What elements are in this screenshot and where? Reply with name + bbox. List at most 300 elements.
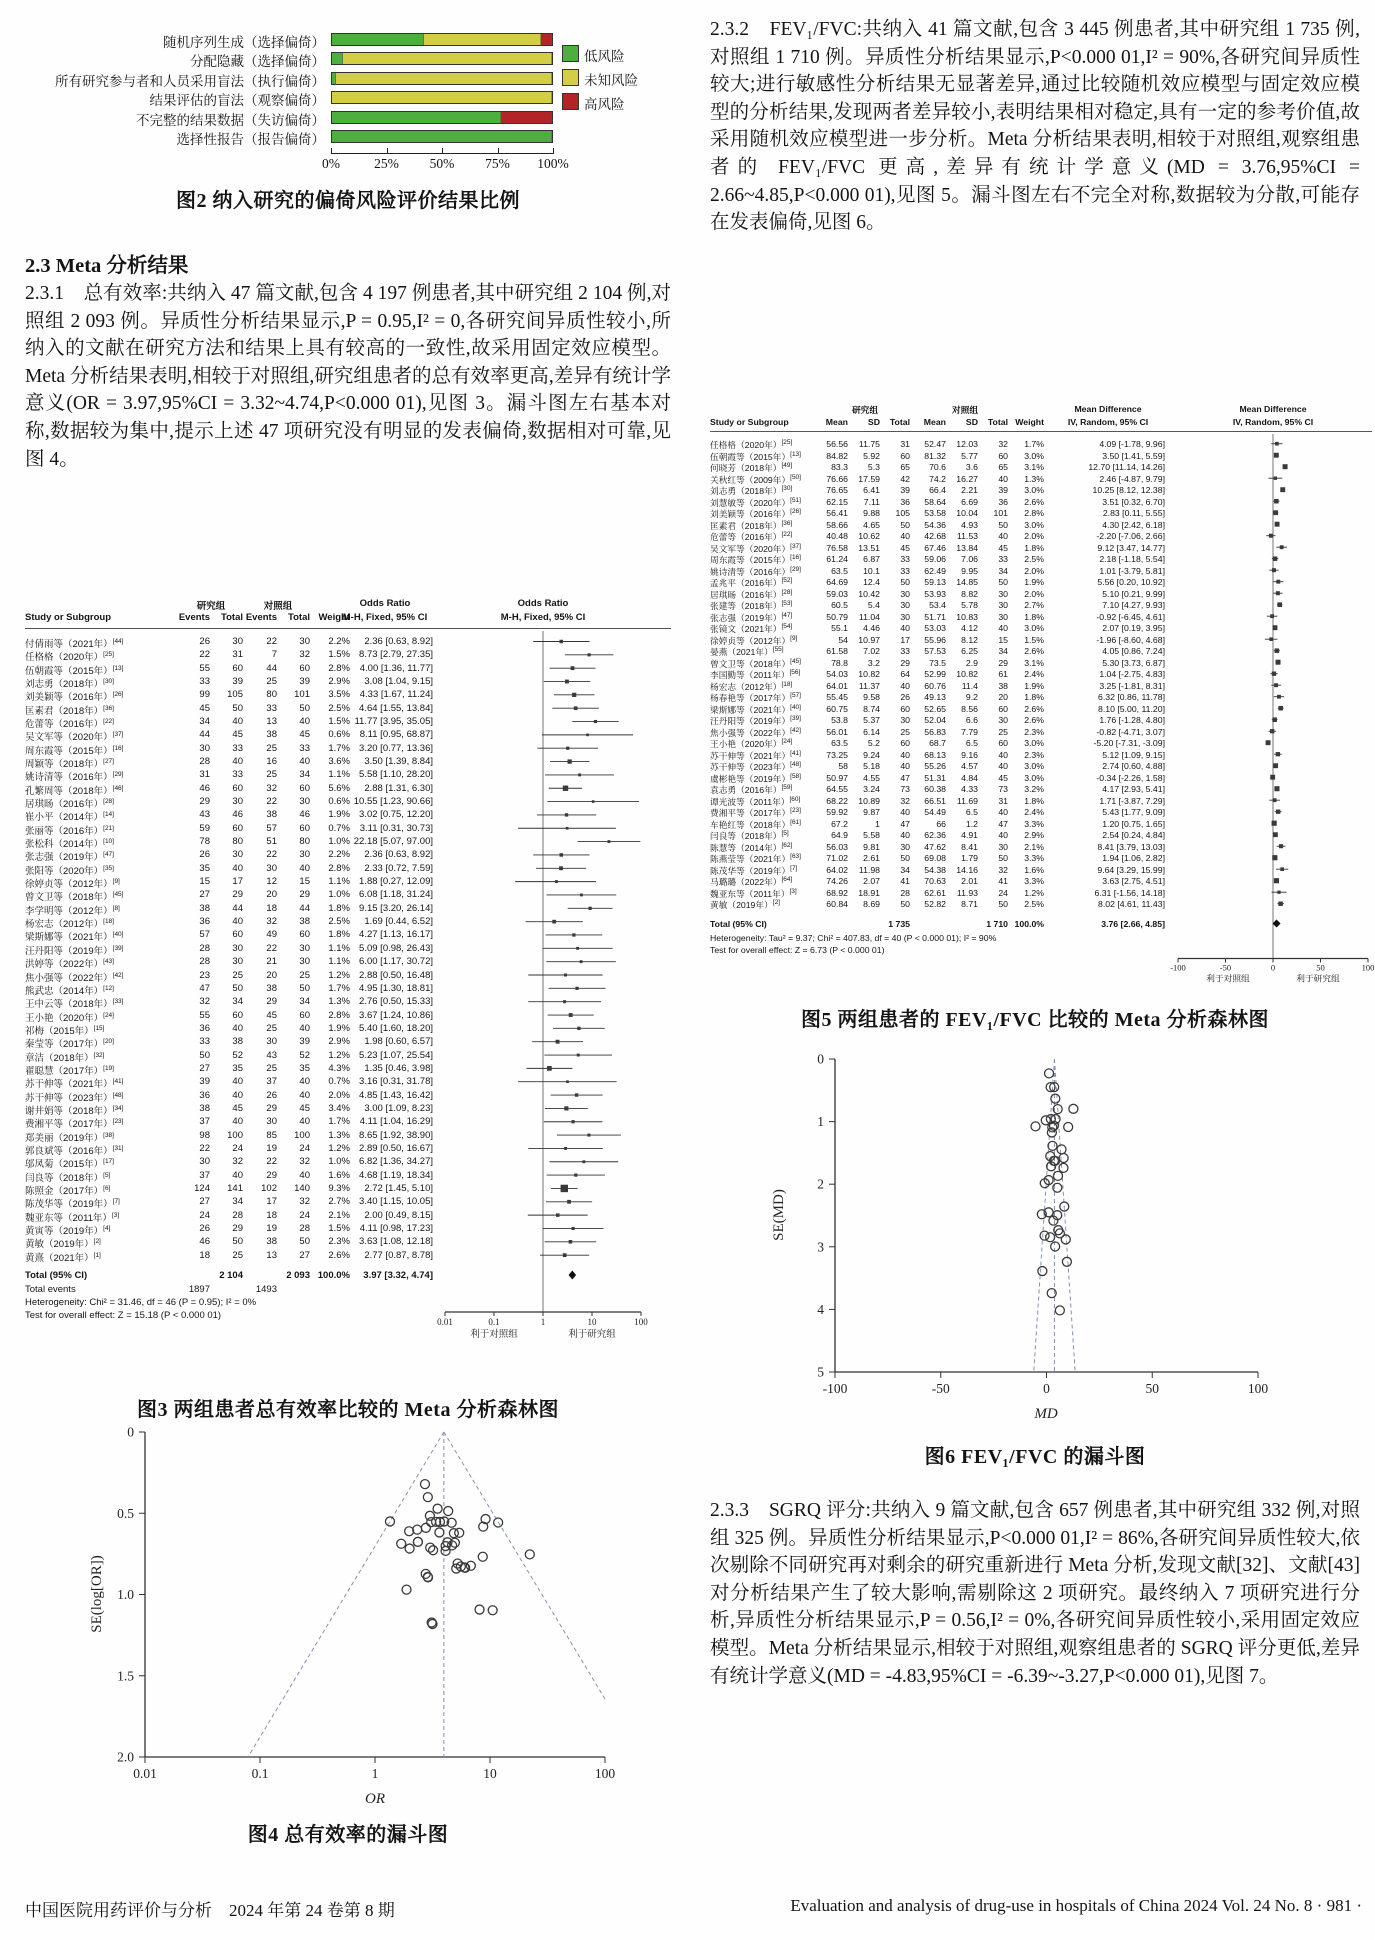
funnel-point bbox=[449, 1529, 458, 1538]
cell: 18 bbox=[266, 1209, 277, 1221]
cell: 56.83 bbox=[924, 726, 946, 737]
effect-marker bbox=[1274, 453, 1279, 458]
ci-text: 2.46 [-4.87, 9.79] bbox=[1099, 473, 1165, 484]
study-name: 匡素君（2018年）[36] bbox=[25, 704, 114, 717]
cell: 50 bbox=[232, 982, 243, 994]
cell: 12.4 bbox=[863, 577, 880, 587]
cell: 36 bbox=[998, 496, 1008, 507]
cell: 29 bbox=[299, 889, 310, 901]
x-tick-label: 100 bbox=[1247, 1381, 1269, 1396]
effect-marker bbox=[563, 786, 568, 791]
cell: 30 bbox=[900, 611, 910, 622]
cell: 29 bbox=[998, 657, 1008, 668]
cell: 28 bbox=[900, 887, 910, 898]
ci-text: 8.02 [4.61, 11.43] bbox=[1098, 899, 1165, 909]
cell: 30 bbox=[232, 636, 243, 647]
rob-bar bbox=[331, 130, 553, 143]
cell: 40 bbox=[299, 716, 310, 728]
cell: 45 bbox=[299, 729, 310, 741]
cell: 26 bbox=[266, 1089, 277, 1101]
cell: 2.0% bbox=[1024, 565, 1044, 576]
cell: 3.24 bbox=[863, 784, 880, 794]
effect-marker bbox=[582, 1160, 585, 1163]
cell: 5.18 bbox=[863, 761, 880, 771]
effect-marker bbox=[594, 720, 597, 723]
ci-text: 4.09 [-1.78, 9.96] bbox=[1099, 439, 1165, 449]
cell: 1.6% bbox=[1024, 864, 1044, 875]
cell: 3.6 bbox=[965, 462, 978, 472]
cell: 52 bbox=[232, 1049, 243, 1061]
cell: 2.5% bbox=[1024, 899, 1044, 909]
cell: 12 bbox=[266, 876, 277, 888]
citation-ref: [51] bbox=[790, 496, 801, 504]
effect-marker bbox=[566, 1080, 569, 1083]
cell: 1.5% bbox=[328, 716, 350, 728]
total-cell: 2 104 bbox=[219, 1269, 243, 1281]
cell: 1.9% bbox=[1024, 577, 1044, 587]
study-name: 王中云等（2018年）[33] bbox=[25, 998, 124, 1011]
cell: 52.82 bbox=[924, 899, 946, 909]
cell: 64.01 bbox=[826, 680, 848, 691]
cell: 40 bbox=[299, 756, 310, 768]
ci-text: 1.98 [0.60, 6.57] bbox=[364, 1036, 433, 1048]
study-name: 陈茂华等（2019年）[7] bbox=[710, 864, 798, 876]
ci-text: 3.50 [1.39, 8.84] bbox=[364, 756, 433, 768]
risk-of-bias-chart bbox=[25, 25, 671, 183]
cell: 41 bbox=[998, 876, 1008, 886]
col-header: Study or Subgroup bbox=[25, 612, 112, 623]
cell: 23 bbox=[199, 969, 210, 981]
cell: 98 bbox=[199, 1129, 210, 1141]
cell: 18 bbox=[199, 1249, 210, 1261]
study-name: 孟兆平（2016年）[52] bbox=[710, 577, 793, 588]
cell: 38 bbox=[266, 809, 277, 821]
col-header: Total bbox=[889, 417, 910, 427]
cell: 33 bbox=[199, 676, 210, 688]
cell: 38 bbox=[199, 902, 210, 914]
cell: 1.2 bbox=[965, 818, 978, 829]
ci-text: 2.33 [0.72, 7.59] bbox=[364, 862, 433, 874]
effect-marker bbox=[565, 680, 569, 684]
citation-ref: [43] bbox=[103, 958, 114, 965]
study-name: 刘志勇（2018年）[30] bbox=[710, 485, 793, 496]
study-name: 袁志勇（2016年）[59] bbox=[710, 784, 793, 795]
cell: 49.13 bbox=[924, 692, 946, 702]
section-heading: 2.3 Meta 分析结果 bbox=[25, 255, 189, 277]
cell: 4.3% bbox=[328, 1062, 350, 1074]
study-name: 周东霞等（2015年）[16] bbox=[25, 744, 124, 757]
cell: 105 bbox=[895, 508, 910, 518]
study-name: 杨宏志（2012年）[18] bbox=[25, 917, 114, 931]
cell: 29 bbox=[900, 657, 910, 668]
y-tick-label: 4 bbox=[817, 1301, 824, 1317]
rob-row-label: 结果评估的盲法（观察偏倚） bbox=[149, 93, 325, 109]
study-name: 周颖等（2018年）[27] bbox=[25, 757, 114, 771]
ci-text: 10.55 [1.23, 90.66] bbox=[353, 796, 433, 808]
cell: 71.02 bbox=[826, 853, 848, 863]
cell: 2.2% bbox=[328, 849, 350, 861]
cell: 50 bbox=[299, 982, 310, 994]
citation-ref: [35] bbox=[103, 864, 114, 872]
cell: 1.5% bbox=[1024, 634, 1044, 645]
cell: 64 bbox=[900, 669, 910, 679]
cell: 40 bbox=[299, 1169, 310, 1181]
rob-segment-high bbox=[501, 112, 552, 123]
cell: 22 bbox=[266, 942, 277, 954]
legend-swatch bbox=[562, 69, 579, 86]
ci-text: 5.58 [1.10, 28.20] bbox=[359, 769, 433, 781]
rob-axis-tick-label: 0% bbox=[322, 156, 340, 171]
ci-text: 3.11 [0.31, 30.73] bbox=[359, 822, 433, 834]
cell: 30 bbox=[998, 600, 1008, 610]
group-header: Odds Ratio bbox=[359, 598, 411, 609]
cell: 26 bbox=[199, 1222, 210, 1234]
cell: 28 bbox=[299, 1222, 310, 1234]
citation-ref: [16] bbox=[112, 744, 124, 752]
study-name: 熊武忠（2014年）[12] bbox=[25, 984, 114, 997]
citation-ref: [28] bbox=[103, 797, 114, 805]
rob-row-label: 随机序列生成（选择偏倚） bbox=[163, 35, 325, 50]
cell: 39 bbox=[232, 676, 243, 688]
effect-marker bbox=[1277, 891, 1280, 894]
citation-ref: [2] bbox=[93, 1238, 101, 1246]
figure5-caption: 图5 两组患者的 FEV₁/FVC 比较的 Meta 分析森林图 bbox=[800, 1009, 1270, 1031]
cell: 34 bbox=[998, 646, 1008, 656]
citation-ref: [7] bbox=[112, 1198, 120, 1206]
effect-marker bbox=[1278, 706, 1283, 711]
y-tick-label: 5 bbox=[817, 1364, 824, 1380]
cell: 36 bbox=[199, 1022, 210, 1034]
cell: 30 bbox=[299, 636, 310, 647]
rob-axis-tick-label: 100% bbox=[537, 156, 569, 171]
figure3-caption: 图3 两组患者总有效率比较的 Meta 分析森林图 bbox=[137, 1399, 559, 1421]
ci-text: 1.01 [-3.79, 5.81] bbox=[1099, 565, 1165, 576]
cell: 2.0% bbox=[1024, 531, 1044, 541]
citation-ref: [22] bbox=[103, 717, 114, 725]
y-tick-label: 0 bbox=[127, 1424, 134, 1440]
cell: 7.02 bbox=[863, 646, 880, 656]
ci-text: 3.51 [0.32, 6.70] bbox=[1102, 496, 1165, 507]
cell: 2.21 bbox=[961, 485, 978, 495]
cell: 30 bbox=[266, 1116, 277, 1128]
cell: 65 bbox=[998, 462, 1008, 472]
citation-ref: [7] bbox=[790, 864, 798, 872]
funnel-point bbox=[413, 1537, 422, 1546]
cell: 30 bbox=[299, 796, 310, 808]
citation-ref: [36] bbox=[781, 519, 793, 527]
effect-marker bbox=[577, 1027, 580, 1030]
cell: 10.1 bbox=[863, 565, 880, 576]
effect-marker bbox=[1270, 614, 1274, 618]
cell: 36 bbox=[900, 496, 910, 507]
rob-segment-unclear bbox=[424, 34, 541, 45]
cell: 2.61 bbox=[863, 853, 880, 863]
study-name: 苏干伸等（2023年）[48] bbox=[710, 761, 801, 772]
study-name: 谢井娟等（2018年）[34] bbox=[25, 1104, 124, 1117]
citation-ref: [52] bbox=[781, 577, 793, 585]
cell: 60 bbox=[232, 1009, 243, 1021]
col-header: M-H, Fixed, 95% CI bbox=[342, 612, 428, 623]
cell: 25 bbox=[266, 742, 277, 754]
cell: 7.06 bbox=[961, 554, 978, 564]
cell: 46 bbox=[232, 809, 243, 821]
ci-text: 5.56 [0.20, 10.92] bbox=[1097, 577, 1165, 587]
citation-ref: [59] bbox=[781, 784, 793, 792]
cell: 54.49 bbox=[924, 807, 946, 817]
effect-marker bbox=[1276, 580, 1280, 584]
citation-ref: [61] bbox=[790, 818, 801, 826]
favours-right: 利于研究组 bbox=[568, 1329, 616, 1340]
study-name: 陈茂华等（2019年）[7] bbox=[25, 1198, 120, 1211]
cell: 42 bbox=[900, 473, 910, 484]
effect-marker bbox=[571, 1120, 574, 1123]
cell: 9.16 bbox=[961, 749, 978, 760]
ci-text: 3.63 [1.08, 12.18] bbox=[359, 1236, 433, 1248]
cell: 66.4 bbox=[929, 485, 946, 495]
col-header: Weight bbox=[1015, 417, 1044, 427]
cell: 1.7% bbox=[1024, 439, 1044, 449]
col-header: Study or Subgroup bbox=[710, 417, 789, 427]
cell: 44 bbox=[199, 729, 210, 741]
total-ci: 3.97 [3.32, 4.74] bbox=[363, 1269, 433, 1281]
citation-ref: [23] bbox=[790, 807, 801, 815]
cell: 60.5 bbox=[831, 600, 848, 610]
cell: 25 bbox=[998, 726, 1008, 737]
cell: 2.1% bbox=[328, 1209, 350, 1221]
study-name: 崔小平（2014年）[14] bbox=[25, 811, 114, 824]
cell: 2.8% bbox=[328, 662, 350, 674]
cell: 59.06 bbox=[924, 554, 946, 564]
funnel-point bbox=[1038, 1267, 1047, 1276]
cell: 40 bbox=[299, 1022, 310, 1034]
total-ci: 3.76 [2.66, 4.85] bbox=[1101, 918, 1165, 929]
study-name: 吴文军等（2020年）[37] bbox=[25, 731, 124, 744]
cell: 1.8% bbox=[328, 929, 350, 941]
citation-ref: [10] bbox=[103, 837, 114, 845]
cell: 65 bbox=[900, 462, 910, 472]
cell: 10.62 bbox=[858, 531, 880, 541]
funnel-point bbox=[433, 1504, 442, 1513]
cell: 20 bbox=[266, 889, 277, 901]
funnel-point bbox=[1045, 1069, 1054, 1078]
cell: 58 bbox=[838, 761, 848, 771]
cell: 59.03 bbox=[826, 588, 848, 599]
footer-journal-cn: 中国医院用药评价与分析 2024 年第 24 卷第 8 期 bbox=[25, 1901, 395, 1920]
cell: 26 bbox=[900, 692, 910, 702]
cell: 9.2 bbox=[965, 692, 978, 702]
axis-tick-label: 100 bbox=[634, 1316, 648, 1327]
y-tick-label: 0 bbox=[817, 1052, 824, 1067]
ci-text: 11.77 [3.95, 35.05] bbox=[354, 716, 433, 728]
legend-label: 高风险 bbox=[584, 97, 625, 112]
funnel-point bbox=[1041, 1116, 1050, 1125]
ci-text: 3.50 [1.41, 5.59] bbox=[1102, 450, 1165, 461]
study-name: 刘慧敏等（2020年）[51] bbox=[710, 496, 801, 508]
cell: 3.2% bbox=[1024, 784, 1044, 794]
funnel-point bbox=[1040, 1231, 1049, 1240]
study-name: 徐婷贞等（2012年）[9] bbox=[25, 877, 120, 891]
cell: 7.11 bbox=[863, 496, 880, 507]
cell: 53.93 bbox=[924, 588, 946, 599]
effect-marker bbox=[563, 1253, 567, 1257]
cell: 83.3 bbox=[831, 462, 848, 472]
cell: 30 bbox=[199, 1156, 210, 1168]
effect-marker bbox=[1273, 763, 1278, 768]
ci-text: 2.72 [1.45, 5.10] bbox=[364, 1182, 433, 1194]
study-name: 危蕾等（2016年）[22] bbox=[710, 531, 793, 542]
cell: 6.69 bbox=[961, 496, 978, 507]
cell: 8.74 bbox=[863, 703, 880, 714]
cell: 76.65 bbox=[826, 485, 848, 495]
legend-swatch bbox=[562, 93, 579, 110]
effect-marker bbox=[1269, 637, 1273, 641]
study-name: 章洁（2018年）[32] bbox=[25, 1051, 105, 1064]
effect-marker bbox=[1273, 556, 1277, 560]
axis-tick-label: 10 bbox=[587, 1316, 597, 1327]
cell: 54.38 bbox=[924, 864, 946, 875]
ci-text: 5.23 [1.07, 25.54] bbox=[359, 1049, 433, 1061]
cell: 17 bbox=[900, 634, 910, 645]
cell: 34 bbox=[998, 565, 1008, 576]
ci-text: 8.65 [1.92, 38.90] bbox=[359, 1129, 433, 1141]
effect-marker bbox=[575, 1093, 578, 1096]
cell: 64.9 bbox=[831, 830, 848, 840]
effect-marker bbox=[564, 1147, 567, 1150]
total-events-label: Total events bbox=[25, 1283, 76, 1295]
cell: 1.0% bbox=[328, 889, 350, 901]
cell: 105 bbox=[227, 689, 243, 701]
citation-ref: [14] bbox=[103, 811, 114, 819]
cell: 60.76 bbox=[924, 680, 946, 691]
cell: 3.4% bbox=[328, 1102, 350, 1114]
cell: 58.66 bbox=[826, 519, 848, 530]
figure2-caption: 图2 纳入研究的偏倚风险评价结果比例 bbox=[176, 190, 520, 212]
study-name: 苏干伸等（2021年）[41] bbox=[25, 1078, 124, 1091]
footer-journal-en: Evaluation and analysis of drug-use in hospitals of China 2024 Vol. 24 No. 8 · 981 · bbox=[790, 1896, 1362, 1915]
cell: 67.2 bbox=[831, 818, 848, 829]
cell: 33 bbox=[900, 646, 910, 656]
cell: 3.0% bbox=[1024, 485, 1044, 495]
cell: 59.92 bbox=[826, 807, 848, 817]
citation-ref: [18] bbox=[781, 680, 793, 688]
citation-ref: [9] bbox=[112, 877, 120, 885]
y-axis-title: SE(log[OR]) bbox=[89, 1555, 105, 1633]
cell: 70.6 bbox=[929, 462, 946, 472]
cell: 50 bbox=[900, 519, 910, 530]
cell: 40 bbox=[900, 749, 910, 760]
cell: 5.6% bbox=[328, 782, 350, 794]
funnel-point bbox=[385, 1517, 394, 1526]
study-name: 张镜文（2021年）[54] bbox=[710, 623, 793, 634]
effect-marker bbox=[580, 894, 583, 897]
citation-ref: [13] bbox=[790, 450, 801, 458]
citation-ref: [13] bbox=[112, 664, 124, 672]
cell: 63.5 bbox=[831, 565, 848, 576]
cell: 30 bbox=[232, 849, 243, 861]
cell: 1.2% bbox=[328, 1049, 350, 1061]
cell: 31 bbox=[998, 795, 1008, 806]
funnel-point bbox=[1051, 1094, 1060, 1103]
citation-ref: [30] bbox=[103, 677, 114, 685]
cell: 2.8% bbox=[328, 1009, 350, 1021]
cell: 69.08 bbox=[924, 853, 946, 863]
ci-text: 3.40 [1.15, 10.05] bbox=[359, 1196, 433, 1208]
rob-bar bbox=[331, 111, 553, 124]
cell: 2.6% bbox=[1024, 496, 1044, 507]
cell: 45 bbox=[998, 542, 1008, 553]
x-axis-title: MD bbox=[1034, 1406, 1058, 1422]
citation-ref: [46] bbox=[112, 784, 124, 792]
forest-plot-fev1-fvc bbox=[710, 403, 1375, 1003]
citation-ref: [8] bbox=[112, 904, 120, 912]
axis-tick-label: 100 bbox=[1361, 962, 1375, 973]
cell: 2.9% bbox=[328, 1036, 350, 1048]
cell: 4.91 bbox=[961, 830, 978, 840]
study-name: 黄敏（2019年）[2] bbox=[710, 899, 780, 910]
effect-marker bbox=[1272, 855, 1277, 860]
effect-marker bbox=[1278, 901, 1282, 905]
cell: 60 bbox=[900, 738, 910, 748]
ci-text: 4.11 [0.98, 17.23] bbox=[359, 1222, 433, 1234]
study-name: 伍朝霞等（2015年）[13] bbox=[25, 664, 124, 677]
cell: 1.3% bbox=[328, 996, 350, 1008]
col-header: SD bbox=[965, 417, 978, 427]
cell: 25 bbox=[266, 1022, 277, 1034]
cell: 30 bbox=[266, 862, 277, 874]
cell: 17 bbox=[266, 1196, 277, 1208]
effect-marker bbox=[1276, 752, 1280, 756]
cell: 3.0% bbox=[1024, 519, 1044, 530]
cell: 29 bbox=[266, 1102, 277, 1114]
cell: 70.63 bbox=[924, 876, 946, 886]
cell: 46 bbox=[299, 809, 310, 821]
cell: 24 bbox=[299, 1142, 310, 1154]
cell: 37 bbox=[199, 1169, 210, 1181]
citation-ref: [50] bbox=[790, 473, 801, 481]
study-name: 魏亚东等（2011年）[3] bbox=[710, 887, 797, 899]
cell: 1.3% bbox=[328, 1129, 350, 1141]
cell: 6.41 bbox=[863, 485, 880, 495]
cell: 58.64 bbox=[924, 496, 946, 507]
effect-marker bbox=[575, 987, 578, 990]
effect-marker bbox=[1272, 672, 1276, 676]
rob-axis-tick-label: 25% bbox=[374, 156, 399, 171]
citation-ref: [27] bbox=[103, 757, 114, 765]
study-name: 王小艳（2020年）[24] bbox=[25, 1011, 114, 1024]
cell: 3.1% bbox=[1024, 657, 1044, 668]
study-name: 曾文卫等（2018年）[45] bbox=[710, 657, 801, 669]
funnel-point bbox=[525, 1550, 534, 1559]
cell: 4.55 bbox=[863, 772, 880, 783]
study-name: 关秋红等（2009年）[50] bbox=[710, 473, 801, 485]
cell: 40 bbox=[299, 1116, 310, 1128]
cell: 40 bbox=[900, 623, 910, 633]
study-name: 祁梅（2015年）[15] bbox=[25, 1024, 105, 1037]
cell: 99 bbox=[199, 689, 210, 701]
effect-marker bbox=[569, 1240, 573, 1244]
citation-ref: [48] bbox=[790, 761, 801, 769]
cell: 60 bbox=[299, 662, 310, 674]
effect-marker bbox=[563, 1000, 566, 1003]
cell: 40 bbox=[900, 807, 910, 817]
cell: 1.2% bbox=[328, 1142, 350, 1154]
cell: 44 bbox=[266, 662, 277, 674]
study-name: 吴文军等（2020年）[37] bbox=[710, 542, 801, 554]
cell: 28 bbox=[232, 1209, 243, 1221]
citation-ref: [53] bbox=[781, 600, 793, 608]
ci-text: -0.34 [-2.26, 1.58] bbox=[1096, 772, 1165, 783]
cell: 35 bbox=[199, 862, 210, 874]
